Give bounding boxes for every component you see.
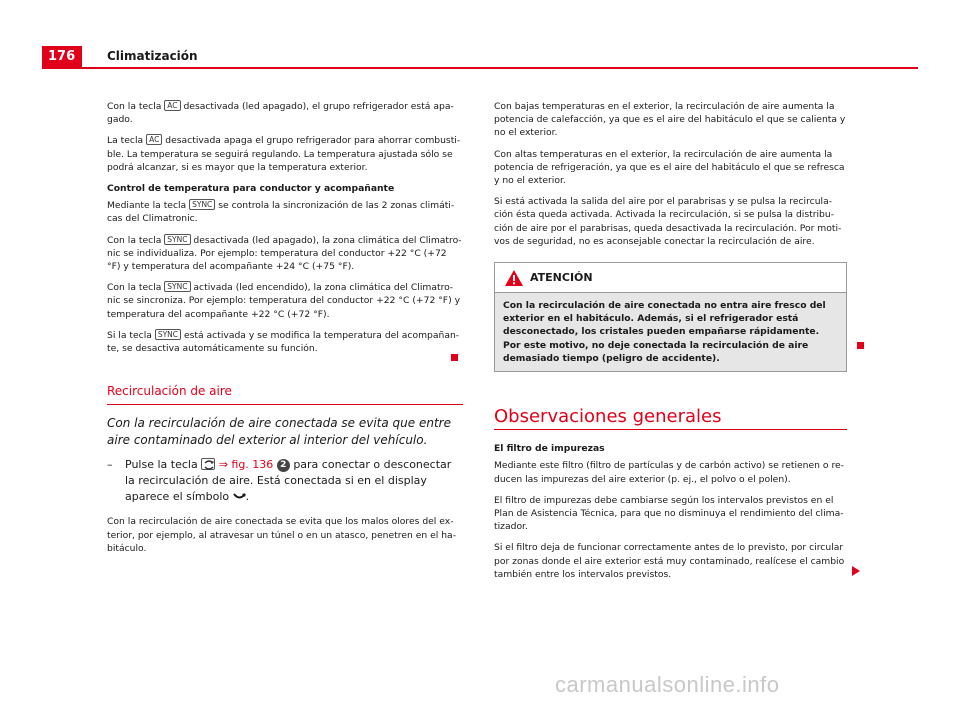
paragraph-recirculation-odors: Con la recirculación de aire conectada se evita que los malos olores del exterior, por ejemplo, al atravesar un túnel o en un atasco, penetren en el habitáculo. [107,516,457,554]
recirculation-key [201,458,215,470]
warning-header [495,263,846,293]
continue-arrow-icon [852,566,860,576]
left-column [107,100,463,563]
warning-body: Con la recirculación de aire conectada no entra aire fresco del exterior en el habitáculo. Además, si el refrigerador está desconectado, los cristales pueden empañarse rápidamente. Por este motivo, no deje conectada la recirculación de aire demasiado tiempo (peligro de accidente). [495,293,846,371]
paragraph-ac-save: La tecla AC desactivada apaga el grupo refrigerador para ahorrar combustible. La temperatura se seguirá regulando. La temperatura ajustada sólo se podrá alcanzar, si es mayor que la temperatura exterior. [107,135,461,173]
paragraph-sync-on: Con la tecla SYNC activada (led encendido), la zona climática del Climatronic se sincroniza. Por ejemplo: temperatura del conductor +22 °C (+72 °F) y temperatura del acompañante +22 °C (+72 °F). [107,282,461,320]
recirculation-icon [233,492,246,501]
recirculation-icon [203,460,215,470]
page-header [0,0,960,70]
paragraph-low-temp: Con bajas temperaturas en el exterior, la recirculación de aire aumenta la potencia de calefacción, ya que es el aire del habitáculo el que se calienta y no el exterior. [494,101,846,139]
figure-reference[interactable]: ⇒ fig. 136 [218,458,274,472]
watermark: carmanualsonline.info [555,672,780,697]
chapter-title: Climatización [107,49,198,63]
end-of-section-icon [857,342,864,349]
paragraph-sync-off: Con la tecla SYNC desactivada (led apagado), la zona climática del Climatronic se individualiza. Por ejemplo: temperatura del conductor +22 °C (+72 °F) y temperatura del acompañante +24 °C (+75 °F). [107,234,462,273]
ac-key: AC [164,100,180,111]
paragraph-high-temp: Con altas temperaturas en el exterior, la recirculación de aire aumenta la potencia de refrigeración, ya que es el aire del habitáculo el que se refresca y no el exterior. [494,148,845,187]
paragraph-ac-off: Con la tecla AC desactivada (led apagado), el grupo refrigerador está apagado. [107,101,454,126]
paragraph-sync-passenger: Si la tecla SYNC está activada y se modifica la temperatura del acompañante, se desactiva automáticamente su función. [107,329,460,355]
section-intro: Con la recirculación de aire conectada se evita que entre aire contaminado del exterior al interior del vehículo. [107,416,451,448]
end-of-section-icon [451,354,458,361]
paragraph-sync-intro: Mediante la tecla SYNC se controla la sincronización de las 2 zonas climáticas del Climatronic. [107,200,455,225]
section-title-recirculation: Recirculación de aire [107,385,463,405]
section-title-general: Observaciones generales [494,410,847,430]
header-rule [42,67,918,69]
paragraph-filter-interval: El filtro de impurezas debe cambiarse según los intervalos previstos en el Plan de Asistencia Técnica, para que no disminuya el rendimiento del climatizador. [494,494,844,533]
callout-badge: 2 [277,459,290,472]
paragraph-filter-purpose: Mediante este filtro (filtro de partículas y de carbón activo) se retienen o reducen las impurezas del aire exterior (p. ej., el polvo o el polen). [494,460,844,485]
paragraph-filter-early: Si el filtro deja de funcionar correctamente antes de lo previsto, por circular por zonas donde el aire exterior está muy contaminado, realícese el cambio también entre los intervalos previstos. [494,542,845,580]
paragraph-windshield: Si está activada la salida del aire por el parabrisas y se pulsa la recirculación ésta queda activada. Activada la recirculación, si se pulsa la distribución de aire por el parabrisas, queda desactivada la recirculación. Por motivos de seguridad, no es aconsejable conectar la recirculación de aire. [494,196,842,247]
sync-key: SYNC [164,281,190,292]
ac-key: AC [146,134,162,145]
sync-key: SYNC [189,199,215,210]
warning-triangle-icon [504,269,524,287]
instruction-step: – Pulse la tecla ⇒ fig. 136 2 para conectar o desconectar la recirculación de aire. Está conectada si en el display aparece el símbolo . [107,458,452,504]
subheading-filter: El filtro de impurezas [494,443,605,455]
subheading-temperature-control: Control de temperatura para conductor y acompañante [107,183,395,195]
right-column [494,100,847,589]
warning-box [494,262,847,372]
warning-title: ATENCIÓN [530,271,593,285]
sync-key: SYNC [164,234,190,245]
sync-key: SYNC [155,329,181,340]
page-number: 176 [42,46,82,68]
step-dash: – [107,458,113,472]
